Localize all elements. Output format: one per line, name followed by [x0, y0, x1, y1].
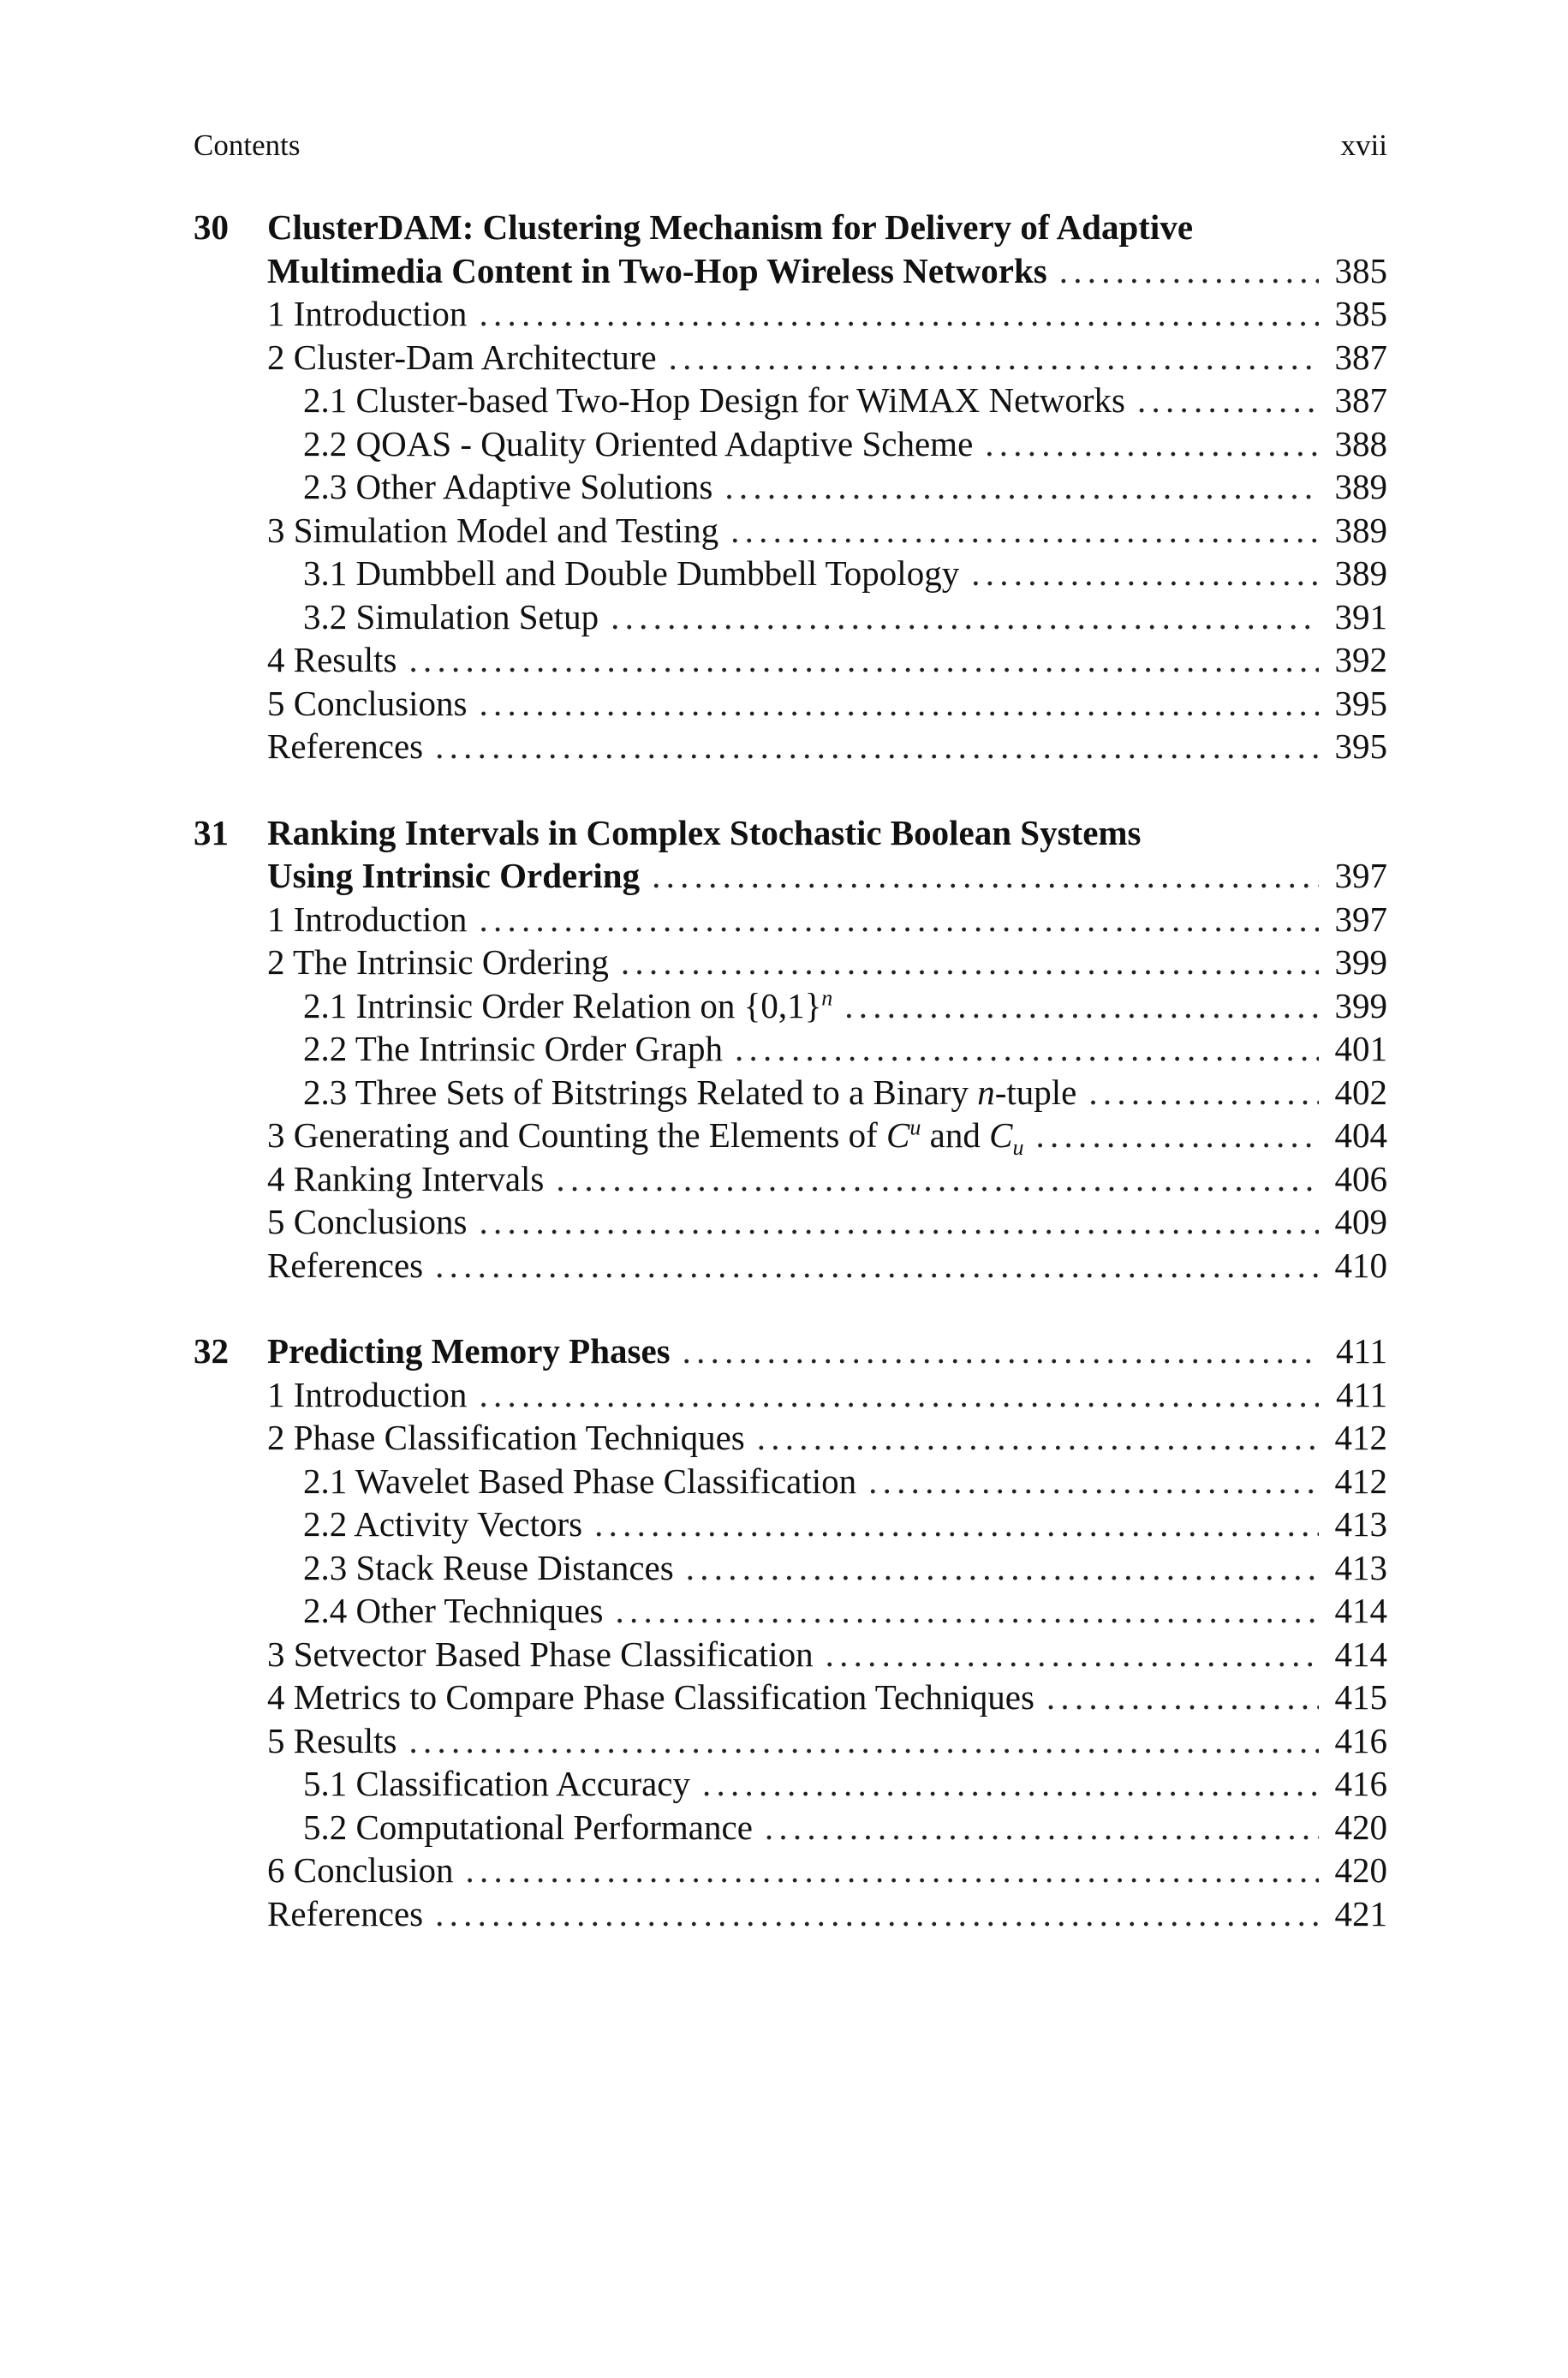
toc-entry[interactable]	[267, 941, 1387, 984]
page-ref: 420	[1334, 1807, 1387, 1847]
dot-leader	[611, 595, 1319, 639]
toc-entry[interactable]	[267, 552, 1387, 595]
dot-leader	[1137, 379, 1319, 422]
page-ref: 387	[1334, 337, 1387, 377]
toc-entry-text: 5.2 Computational Performance	[303, 1807, 753, 1847]
toc-entry[interactable]	[267, 638, 1387, 682]
chapter-title-text: Ranking Intervals in Complex Stochastic Boolean Systems	[267, 812, 1142, 852]
chapter-title-line[interactable]	[267, 1329, 1387, 1373]
toc-entry-text: 2 Cluster-Dam Architecture	[267, 337, 657, 377]
toc-entry-text: 2.3 Other Adaptive Solutions	[303, 467, 713, 506]
dot-leader	[615, 1589, 1319, 1633]
superscript: u	[909, 1114, 921, 1140]
page-ref: 421	[1334, 1893, 1387, 1933]
toc-entry-main: 2.1 Intrinsic Order Relation on {0,1}	[303, 985, 822, 1025]
subscript: u	[1012, 1135, 1024, 1161]
dot-leader	[985, 422, 1319, 466]
dot-leader	[480, 682, 1320, 726]
dot-leader	[594, 1503, 1319, 1546]
page-ref: 413	[1334, 1547, 1387, 1587]
superscript: n	[821, 984, 833, 1010]
page-ref: 401	[1334, 1029, 1387, 1068]
toc-entry[interactable]	[267, 1114, 1387, 1161]
toc-entry-text: 5.1 Classification Accuracy	[303, 1764, 691, 1803]
italic-var: n	[977, 1072, 995, 1112]
toc-entry-text: 2 The Intrinsic Ordering	[267, 942, 609, 982]
chapter-title-text: Predicting Memory Phases	[267, 1331, 671, 1371]
chapter-title-line	[267, 206, 1387, 249]
math-var: C	[886, 1115, 910, 1155]
toc-entry[interactable]	[267, 1676, 1387, 1719]
dot-leader	[621, 941, 1319, 984]
toc-entry[interactable]	[267, 1460, 1387, 1503]
toc-entry-text: References	[267, 1245, 424, 1285]
dot-leader	[724, 465, 1319, 509]
page-ref: 416	[1334, 1764, 1387, 1803]
toc-entry-text: 2.2 The Intrinsic Order Graph	[303, 1029, 723, 1068]
dot-leader	[479, 898, 1319, 941]
page-ref: 389	[1334, 553, 1387, 593]
dot-leader	[479, 1373, 1319, 1417]
page-ref: 397	[1334, 899, 1387, 939]
dot-leader	[409, 638, 1320, 682]
page-ref: 410	[1334, 1245, 1387, 1285]
toc-entry-text: 1 Introduction	[267, 899, 468, 939]
toc-entry[interactable]	[267, 1071, 1387, 1114]
page-ref: 411	[1336, 1374, 1387, 1414]
toc-entry-text	[267, 1071, 1088, 1114]
dot-leader	[765, 1806, 1319, 1849]
toc-entry[interactable]	[267, 1719, 1387, 1763]
page-ref: 389	[1334, 510, 1387, 550]
toc-entry[interactable]	[267, 509, 1387, 553]
toc-entry-text: 3.2 Simulation Setup	[303, 596, 599, 636]
page-ref: 399	[1334, 942, 1387, 982]
toc-entry[interactable]	[267, 682, 1387, 726]
chapter-title-text: Using Intrinsic Ordering	[267, 856, 641, 895]
toc-entry[interactable]	[267, 984, 1387, 1028]
chapter-number: 30	[194, 207, 229, 247]
toc-entry-text: 3 Simulation Model and Testing	[267, 510, 719, 550]
chapter-title-line[interactable]	[267, 249, 1387, 293]
dot-leader	[466, 1849, 1319, 1892]
toc-entry-text: 2.2 QOAS - Quality Oriented Adaptive Scheme	[303, 423, 974, 463]
dot-leader	[702, 1762, 1319, 1806]
toc-entry-text: References	[267, 726, 424, 766]
toc-entry-text: 2 Phase Classification Techniques	[267, 1418, 745, 1457]
dot-leader	[683, 1329, 1319, 1373]
page-ref: 412	[1334, 1418, 1387, 1457]
dot-leader	[844, 984, 1319, 1028]
page-ref: 397	[1334, 856, 1387, 895]
page-ref: 387	[1334, 380, 1387, 420]
toc-entry-references[interactable]	[267, 1892, 1387, 1936]
toc-entry-text: 4 Results	[267, 640, 397, 679]
page-ref: 414	[1334, 1591, 1387, 1630]
chapter-number: 32	[194, 1331, 229, 1371]
page-ref: 414	[1334, 1634, 1387, 1674]
running-head-title: Contents	[194, 128, 301, 162]
page-ref: 404	[1334, 1115, 1387, 1155]
dot-leader	[1035, 1114, 1319, 1157]
page-ref: 395	[1334, 726, 1387, 766]
page-ref: 392	[1334, 640, 1387, 679]
toc-entry-text: 2.3 Stack Reuse Distances	[303, 1547, 674, 1587]
toc-entry-text: 1 Introduction	[267, 1374, 468, 1414]
toc-entry[interactable]	[267, 379, 1387, 422]
toc-entry[interactable]	[267, 1503, 1387, 1546]
toc-entry[interactable]	[267, 336, 1387, 379]
chapter-number: 31	[194, 812, 229, 852]
toc-entry-main: 3 Generating and Counting the Elements of	[267, 1115, 887, 1155]
toc-entry-references[interactable]	[267, 725, 1387, 768]
math-var: C	[989, 1115, 1013, 1155]
page-ref: 412	[1334, 1461, 1387, 1501]
dot-leader	[730, 509, 1319, 553]
toc-entry-text: 5 Conclusions	[267, 1202, 468, 1241]
toc-entry[interactable]	[267, 1027, 1387, 1071]
dot-leader	[556, 1157, 1319, 1201]
toc-entry[interactable]	[267, 1849, 1387, 1892]
toc-entry[interactable]	[267, 1157, 1387, 1201]
toc-entry[interactable]	[267, 1373, 1387, 1417]
toc-entry[interactable]	[267, 595, 1387, 639]
dot-leader	[1046, 1676, 1319, 1719]
toc-entry-text: 2.4 Other Techniques	[303, 1591, 604, 1630]
page-ref: 409	[1334, 1202, 1387, 1241]
toc-entry-text: 6 Conclusion	[267, 1850, 454, 1890]
page-ref: 389	[1334, 467, 1387, 506]
dot-leader	[868, 1460, 1319, 1503]
toc-entry-text: 2.1 Wavelet Based Phase Classification	[303, 1461, 857, 1501]
dot-leader	[652, 854, 1319, 898]
toc-entry-text: 2.2 Activity Vectors	[303, 1504, 583, 1544]
chapter-title-line[interactable]	[267, 854, 1387, 898]
chapter-title-text: Multimedia Content in Two-Hop Wireless Networks	[267, 250, 1047, 290]
dot-leader	[669, 336, 1319, 379]
dot-leader	[435, 725, 1319, 768]
dot-leader	[826, 1633, 1319, 1676]
page-ref: 402	[1334, 1072, 1387, 1112]
chapter-32	[194, 1329, 1387, 1935]
page-ref: 406	[1334, 1158, 1387, 1198]
page-ref: 415	[1334, 1677, 1387, 1717]
toc-entry-text	[267, 1114, 1035, 1161]
toc-entry-text: 4 Ranking Intervals	[267, 1158, 545, 1198]
toc-entry-text: 3 Setvector Based Phase Classification	[267, 1634, 814, 1674]
toc-entry-text: 1 Introduction	[267, 294, 468, 333]
toc-entry[interactable]	[267, 1806, 1387, 1849]
toc-entry-text: References	[267, 1893, 424, 1933]
dot-leader	[735, 1027, 1319, 1071]
toc-entry-references[interactable]	[267, 1244, 1387, 1288]
toc-entry[interactable]	[267, 292, 1387, 336]
dot-leader	[480, 1200, 1320, 1244]
page-ref: 399	[1334, 985, 1387, 1025]
page-ref: 411	[1336, 1331, 1387, 1371]
toc-entry[interactable]	[267, 1416, 1387, 1460]
page-ref: 385	[1334, 294, 1387, 333]
toc-entry[interactable]	[267, 1633, 1387, 1676]
toc-entry[interactable]	[267, 1762, 1387, 1806]
dot-leader	[409, 1719, 1320, 1763]
toc-entry-text	[267, 984, 844, 1028]
chapter-title-line	[267, 811, 1387, 855]
toc-entry[interactable]	[267, 1200, 1387, 1244]
dot-leader	[1088, 1071, 1319, 1114]
toc-entry[interactable]	[267, 898, 1387, 941]
page-ref: 420	[1334, 1850, 1387, 1890]
toc-entry-text: 5 Results	[267, 1720, 397, 1760]
dot-leader	[757, 1416, 1319, 1460]
toc-entry-text: 5 Conclusions	[267, 683, 468, 723]
toc-entry[interactable]	[267, 465, 1387, 509]
toc-entry-text: 3.1 Dumbbell and Double Dumbbell Topology	[303, 553, 960, 593]
toc-entry-main: 2.3 Three Sets of Bitstrings Related to a Binary	[303, 1072, 978, 1112]
toc-entry-text: 2.1 Cluster-based Two-Hop Design for WiMAX Networks	[303, 380, 1125, 420]
chapter-31	[194, 811, 1387, 1288]
dot-leader	[1059, 249, 1319, 293]
page-ref: 385	[1334, 250, 1387, 290]
dot-leader	[435, 1244, 1319, 1288]
page-ref: 388	[1334, 423, 1387, 463]
dot-leader	[686, 1546, 1319, 1590]
page-ref: 395	[1334, 683, 1387, 723]
dot-leader	[435, 1892, 1319, 1936]
chapter-30	[194, 206, 1387, 768]
toc-entry-suffix: -tuple	[994, 1072, 1077, 1112]
toc-entry[interactable]	[267, 1589, 1387, 1633]
page-ref: 391	[1334, 596, 1387, 636]
toc-entry-text: 4 Metrics to Compare Phase Classification Techniques	[267, 1677, 1034, 1717]
toc-entry-mid: and	[921, 1115, 990, 1155]
dot-leader	[971, 552, 1319, 595]
toc-entry[interactable]	[267, 1546, 1387, 1590]
running-head	[194, 124, 1387, 167]
page-ref: 416	[1334, 1720, 1387, 1760]
page-number-roman: xvii	[1340, 128, 1387, 162]
page-ref: 413	[1334, 1504, 1387, 1544]
toc-entry[interactable]	[267, 422, 1387, 466]
dot-leader	[479, 292, 1319, 336]
chapter-title-text: ClusterDAM: Clustering Mechanism for Delivery of Adaptive	[267, 207, 1194, 247]
table-of-contents	[194, 206, 1387, 1978]
